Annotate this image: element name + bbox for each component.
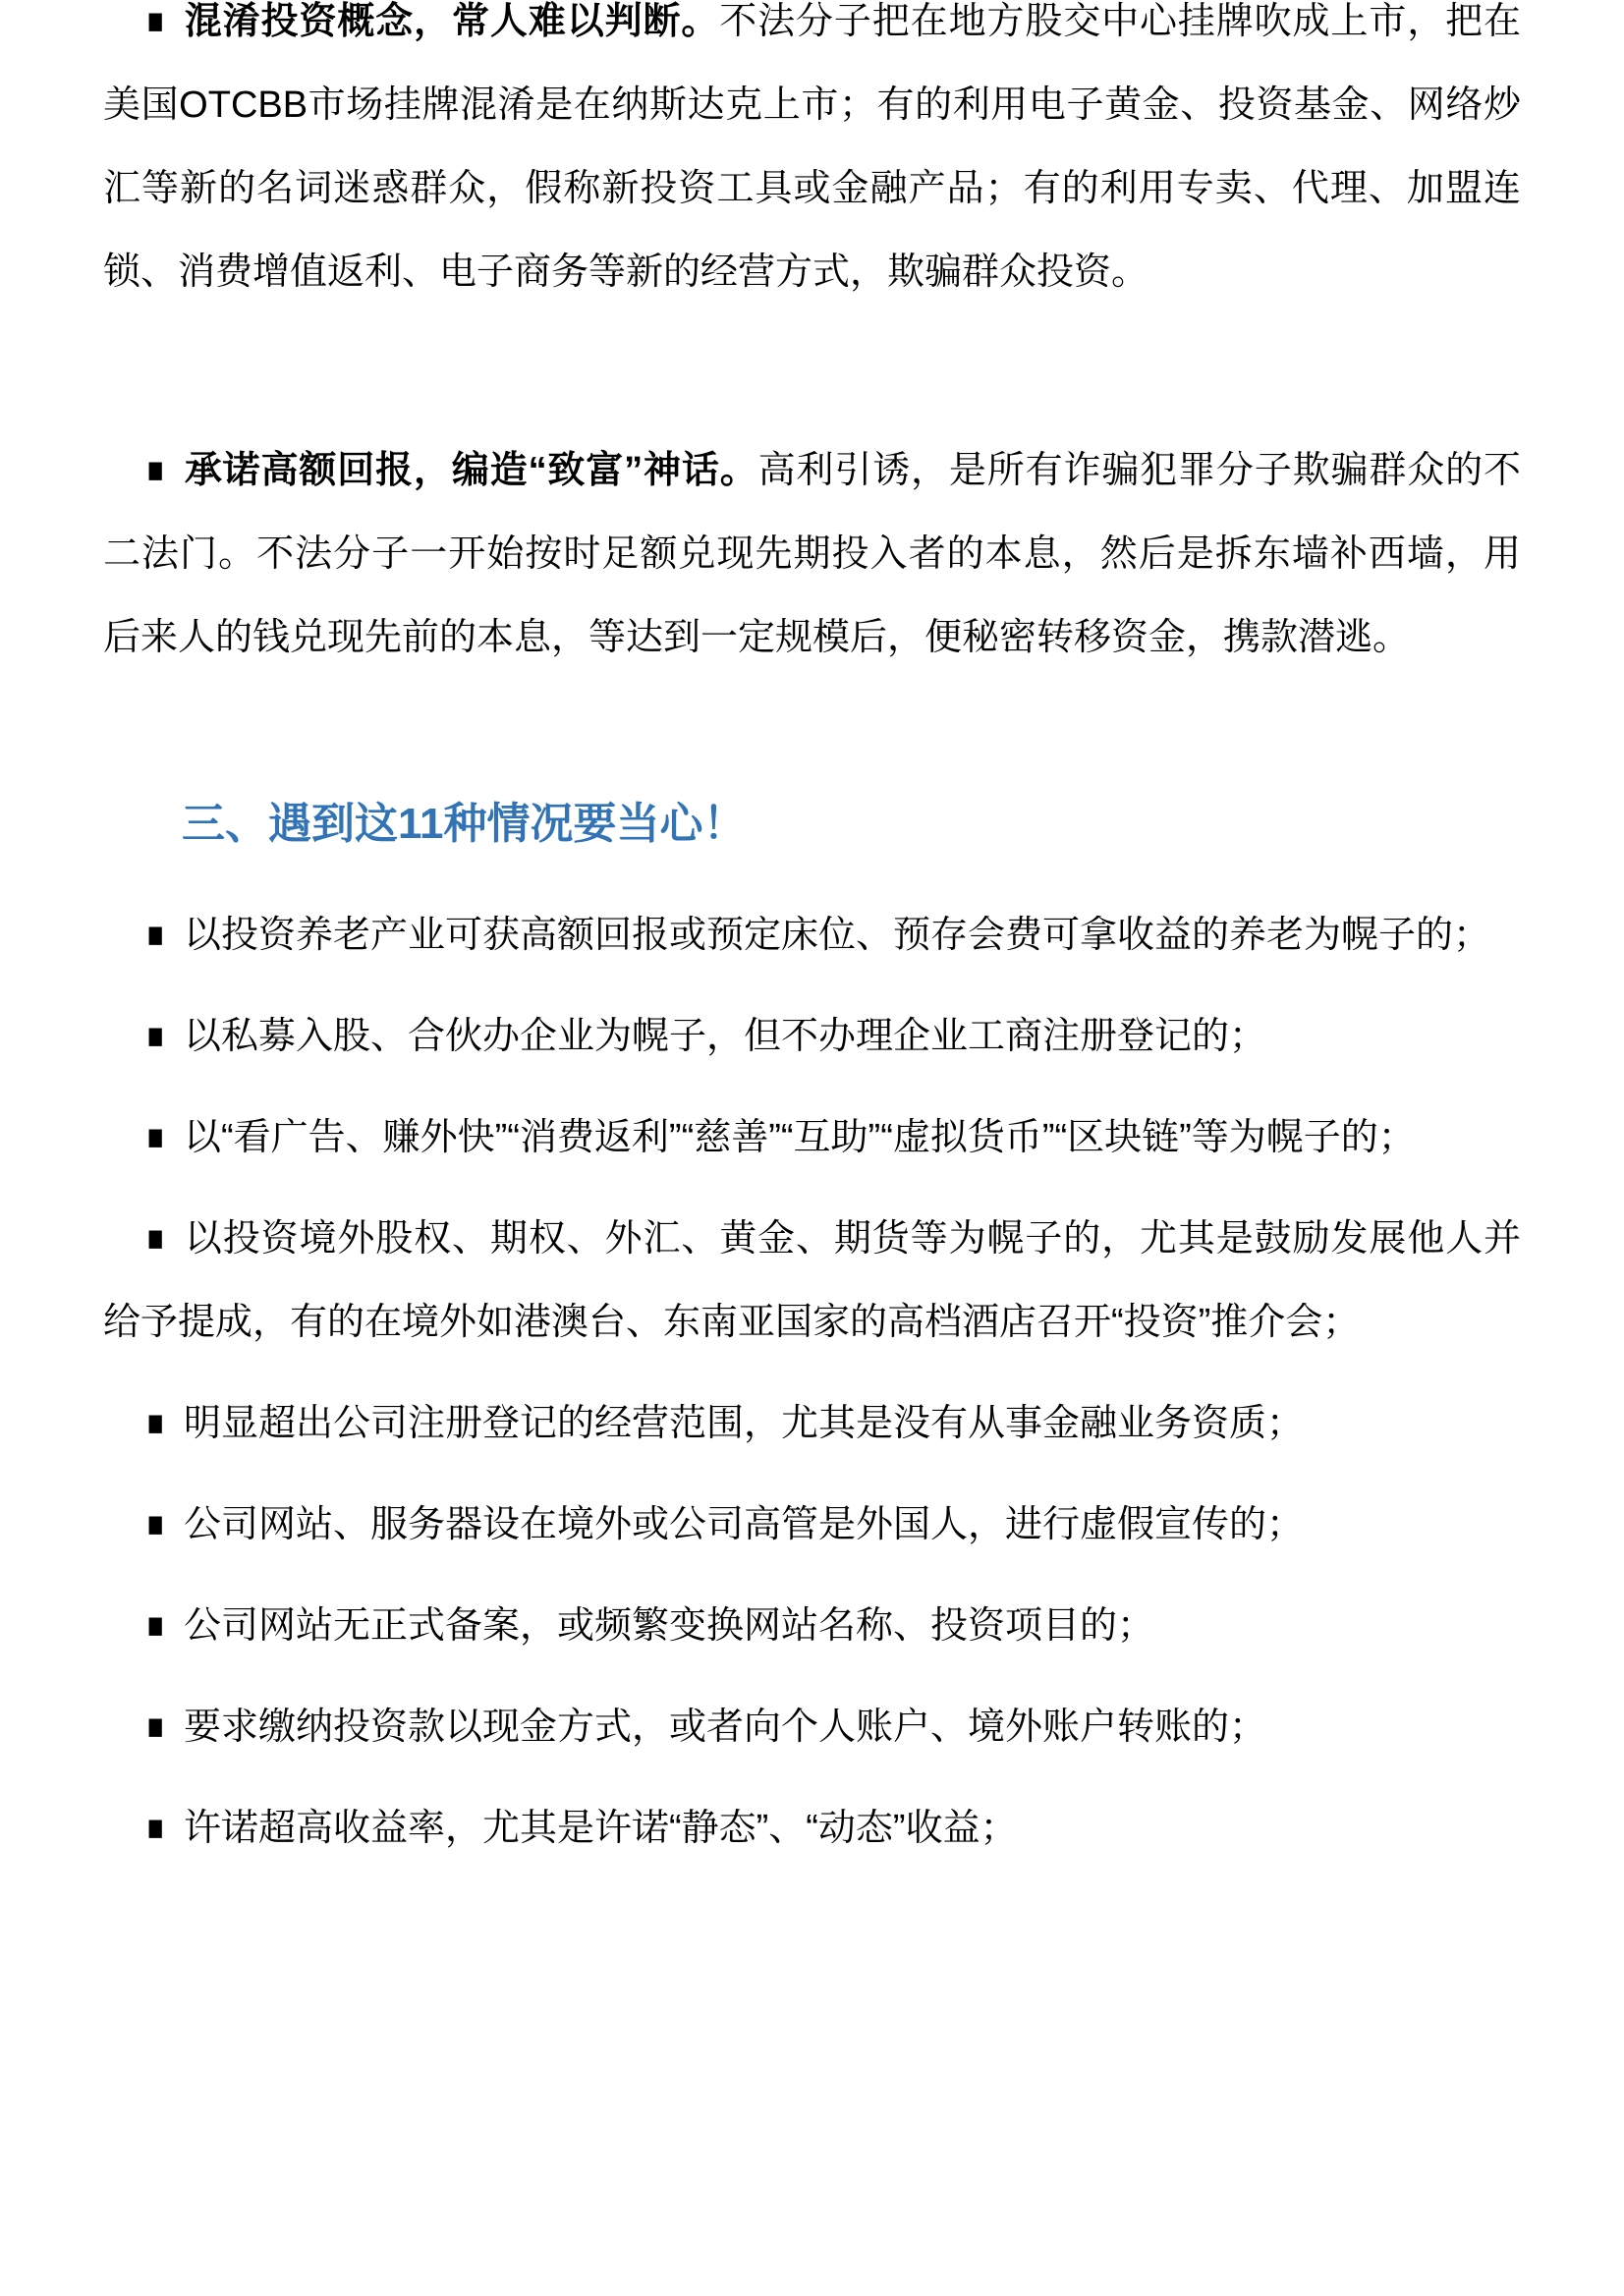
square-bullet-icon: ■ [147, 1707, 164, 1748]
warning-item-text: 以私募入股、合伙办企业为幌子，但不办理企业工商注册登记的； [183, 1016, 1266, 1057]
paragraph-body-text: 高利引诱，是所有诈骗犯罪分子欺骗群众的不二法门。不法分子一开始按时足额兑现先期投入者的本息，然后是拆东墙补西墙，用后来人的钱兑现先前的本息，等达到一定规模后，便秘密转移资金，携款潜逃。 [103, 450, 1521, 658]
warning-item-5 [103, 1382, 1521, 1466]
paragraph-confuse-concepts [103, 0, 1521, 314]
paragraph-bold-lead: 混淆投资概念，常人难以判断。 [183, 1, 720, 42]
warning-item-2 [103, 995, 1521, 1079]
warning-item-6 [103, 1484, 1521, 1567]
warning-item-text: 公司网站无正式备案，或频繁变换网站名称、投资项目的； [183, 1605, 1154, 1647]
square-bullet-icon: ■ [147, 1504, 164, 1545]
warning-item-text: 以“看广告、赚外快”“消费返利”“慈善”“互助”“虚拟货币”“区块链”等为幌子的； [183, 1117, 1416, 1158]
square-bullet-icon: ■ [147, 1218, 164, 1260]
square-bullet-icon: ■ [147, 1016, 164, 1057]
warning-item-7 [103, 1585, 1521, 1668]
warning-item-text: 明显超出公司注册登记的经营范围，尤其是没有从事金融业务资质； [183, 1403, 1304, 1444]
square-bullet-icon: ■ [147, 1117, 164, 1158]
warning-item-9 [103, 1787, 1521, 1871]
warning-item-text: 公司网站、服务器设在境外或公司高管是外国人，进行虚假宣传的； [183, 1504, 1304, 1545]
paragraph-bold-lead: 承诺高额回报，编造“致富”神话。 [183, 450, 758, 491]
square-bullet-icon: ■ [147, 1403, 164, 1444]
warning-item-4 [103, 1198, 1521, 1365]
warning-item-text: 要求缴纳投资款以现金方式，或者向个人账户、境外账户转账的； [183, 1707, 1266, 1748]
warning-item-text: 以投资养老产业可获高额回报或预定床位、预存会费可拿收益的养老为幌子的； [183, 915, 1490, 956]
warning-item-1 [103, 894, 1521, 978]
square-bullet-icon: ■ [147, 1605, 164, 1647]
square-bullet-icon: ■ [147, 915, 164, 956]
warning-item-3 [103, 1096, 1521, 1180]
square-bullet-icon: ■ [147, 1, 164, 42]
square-bullet-icon: ■ [147, 450, 164, 491]
warning-item-8 [103, 1686, 1521, 1769]
paragraph-body-text: 不法分子把在地方股交中心挂牌吹成上市，把在美国OTCBB市场挂牌混淆是在纳斯达克上市；有的利用电子黄金、投资基金、网络炒汇等新的名词迷惑群众，假称新投资工具或金融产品；有的利用专卖、代理、加盟连锁、消费增值返利、电子商务等新的经营方式，欺骗群众投资。 [103, 1, 1521, 293]
square-bullet-icon: ■ [147, 1808, 164, 1849]
paragraph-high-returns [103, 429, 1521, 680]
warning-item-text: 许诺超高收益率，尤其是许诺“静态”、“动态”收益； [183, 1808, 1018, 1849]
warning-item-text: 以投资境外股权、期权、外汇、黄金、期货等为幌子的，尤其是鼓励发展他人并给予提成，有的在境外如港澳台、东南亚国家的高档酒店召开“投资”推介会； [103, 1218, 1521, 1343]
section-heading: 三、遇到这11种情况要当心！ [182, 800, 747, 848]
